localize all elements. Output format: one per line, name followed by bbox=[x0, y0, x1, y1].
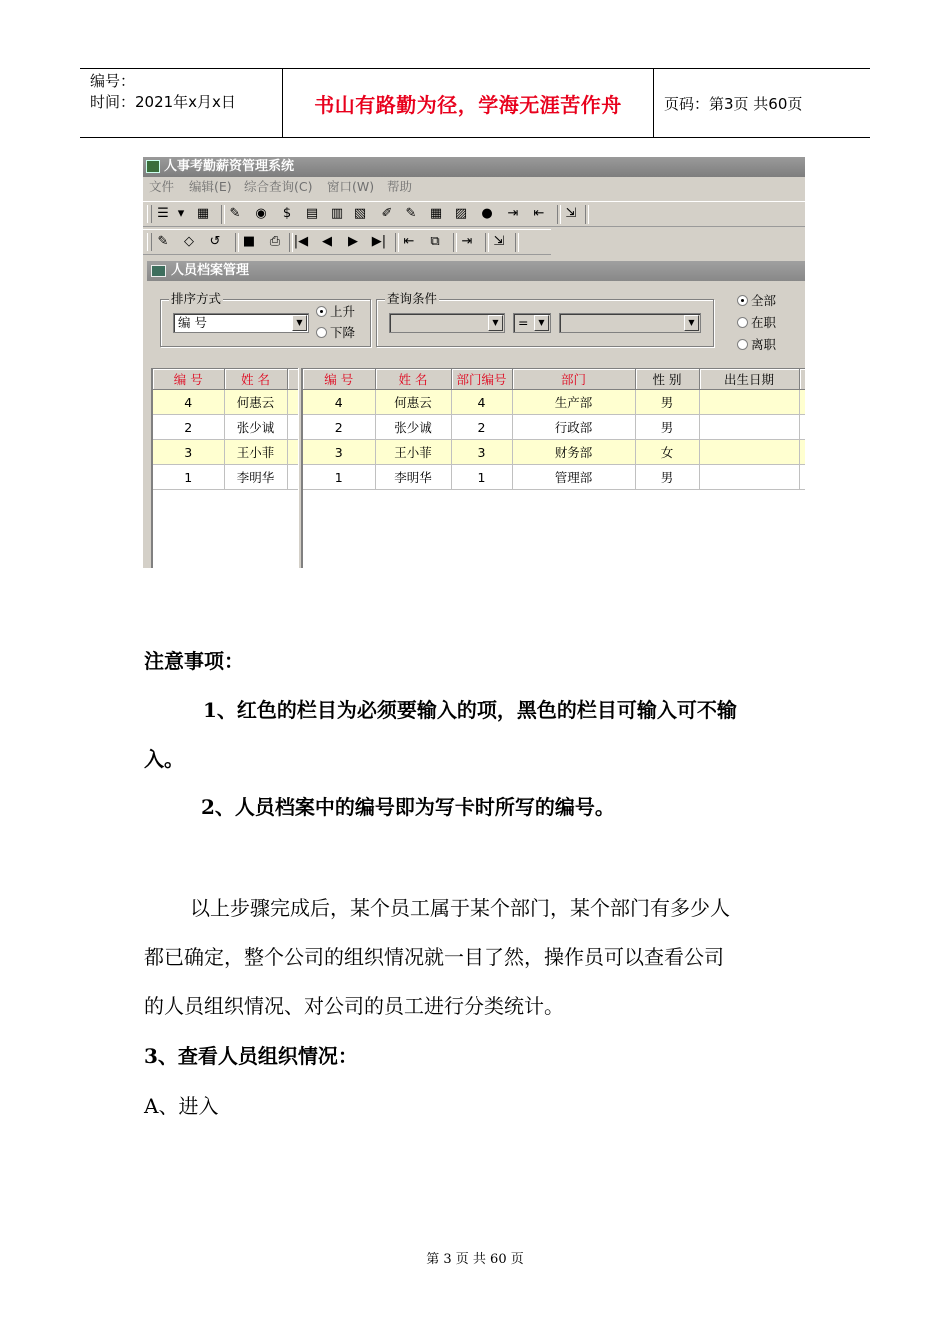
right-col-id[interactable]: 编 号 bbox=[303, 369, 375, 390]
menu-file[interactable]: 文件 bbox=[149, 179, 175, 194]
card-icon[interactable]: ▤ bbox=[305, 206, 319, 221]
list-icon[interactable]: ☰ bbox=[157, 206, 169, 221]
toolbar-main bbox=[143, 201, 805, 227]
prev-green-icon[interactable]: ⇤ bbox=[533, 206, 545, 221]
edit-icon[interactable]: ✎ bbox=[157, 234, 169, 249]
right-grid-cell[interactable]: 3 bbox=[303, 440, 375, 465]
right-grid-cell[interactable]: 4 bbox=[451, 390, 512, 415]
page-header bbox=[80, 68, 870, 138]
right-col-gender[interactable]: 性 别 bbox=[635, 369, 699, 390]
left-col-extra bbox=[287, 369, 298, 390]
left-grid-cell[interactable]: 李明华 bbox=[224, 465, 287, 490]
toolbar-grip[interactable] bbox=[147, 205, 152, 223]
child-window-titlebar bbox=[147, 261, 805, 281]
child-window-title: 人员档案管理 bbox=[171, 263, 250, 278]
table-row[interactable] bbox=[303, 390, 805, 415]
left-grid-cell-extra bbox=[287, 390, 298, 415]
copy-icon[interactable]: ⧉ bbox=[430, 234, 440, 249]
right-grid-cell[interactable]: 管理部 bbox=[512, 465, 635, 490]
right-grid-cell[interactable] bbox=[699, 440, 799, 465]
note-2: 2、人员档案中的编号即为写卡时所写的编号。 bbox=[201, 795, 615, 819]
toolbar-separator bbox=[221, 205, 225, 224]
right-grid-cell[interactable]: 2 bbox=[451, 415, 512, 440]
page-footer: 第 3 页 共 60 页 bbox=[426, 1252, 524, 1267]
exit-icon[interactable]: ⇲ bbox=[565, 206, 577, 221]
right-grid-cell[interactable]: 1 bbox=[451, 465, 512, 490]
chart-icon[interactable]: ▨ bbox=[454, 206, 468, 221]
right-grid-cell-extra bbox=[799, 390, 805, 415]
query-op-value: = bbox=[518, 315, 529, 330]
app-icon bbox=[146, 160, 160, 173]
right-grid-cell[interactable]: 3 bbox=[451, 440, 512, 465]
sort-asc-label: 上升 bbox=[330, 304, 356, 319]
radio-selected-icon bbox=[316, 306, 327, 317]
form-icon[interactable]: ▦ bbox=[429, 206, 443, 221]
right-grid-cell[interactable]: 何惠云 bbox=[375, 390, 451, 415]
paragraph-line: 都已确定，整个公司的组织情况就一目了然，操作员可以查看公司 bbox=[144, 945, 724, 969]
right-grid-cell[interactable]: 男 bbox=[635, 465, 699, 490]
dropdown-arrow-icon[interactable]: ▾ bbox=[177, 206, 185, 221]
right-grid-cell-extra bbox=[799, 465, 805, 490]
chevron-down-icon[interactable]: ▼ bbox=[292, 315, 307, 331]
color-wheel-icon[interactable]: ◉ bbox=[255, 206, 267, 221]
right-grid-cell[interactable] bbox=[699, 465, 799, 490]
table-row[interactable] bbox=[303, 465, 805, 490]
left-grid-cell[interactable]: 王小菲 bbox=[224, 440, 287, 465]
sort-desc-radio[interactable] bbox=[316, 325, 355, 341]
section-3-heading: 3、查看人员组织情况： bbox=[144, 1044, 358, 1068]
radio-icon bbox=[316, 327, 327, 338]
radio-icon bbox=[737, 317, 748, 328]
menu-bar bbox=[143, 177, 805, 197]
database-icon[interactable]: ● bbox=[481, 206, 493, 221]
print-icon[interactable]: ⎙ bbox=[269, 234, 281, 249]
number-label: 编号： bbox=[90, 72, 136, 90]
right-grid-cell[interactable]: 李明华 bbox=[375, 465, 451, 490]
right-grid-cell[interactable]: 行政部 bbox=[512, 415, 635, 440]
calendar-icon[interactable]: ▦ bbox=[196, 206, 210, 221]
table-row[interactable] bbox=[303, 440, 805, 465]
chevron-down-icon[interactable]: ▼ bbox=[534, 315, 549, 331]
toolbar-separator bbox=[453, 233, 457, 252]
right-col-name[interactable]: 姓 名 bbox=[375, 369, 451, 390]
time-label: 时间：2021年x月x日 bbox=[90, 93, 236, 111]
right-grid-cell[interactable]: 生产部 bbox=[512, 390, 635, 415]
table-row[interactable] bbox=[153, 390, 298, 415]
query-group bbox=[376, 291, 714, 347]
sort-asc-radio[interactable] bbox=[316, 304, 355, 320]
prev-record-icon[interactable]: ◀ bbox=[322, 234, 332, 249]
next-record-icon[interactable]: ▶ bbox=[348, 234, 358, 249]
step-a: A、进入 bbox=[144, 1094, 219, 1118]
right-col-dept-id[interactable]: 部门编号 bbox=[451, 369, 512, 390]
right-grid bbox=[302, 368, 805, 568]
document-icon[interactable]: ▧ bbox=[353, 206, 367, 221]
motto: 书山有路勤为径，学海无涯苦作舟 bbox=[314, 92, 622, 117]
right-grid-cell[interactable]: 4 bbox=[303, 390, 375, 415]
toolbar-separator bbox=[289, 233, 293, 252]
last-record-icon[interactable]: ▶| bbox=[371, 234, 387, 249]
table-icon bbox=[151, 265, 166, 277]
filter-active-radio[interactable] bbox=[737, 315, 776, 331]
app-titlebar bbox=[143, 157, 805, 177]
table-icon[interactable]: ▥ bbox=[330, 206, 344, 221]
right-grid-cell[interactable]: 1 bbox=[303, 465, 375, 490]
left-grid bbox=[151, 368, 298, 568]
filter-left-radio[interactable] bbox=[737, 337, 776, 353]
menu-help[interactable]: 帮助 bbox=[387, 179, 413, 194]
sort-group-label: 排序方式 bbox=[171, 291, 222, 306]
table-row[interactable] bbox=[153, 440, 298, 465]
left-grid-cell-extra bbox=[287, 465, 298, 490]
toolbar-separator bbox=[585, 205, 589, 224]
query-value-select[interactable] bbox=[559, 313, 701, 333]
sort-group bbox=[160, 291, 371, 347]
toolbar-separator bbox=[557, 205, 561, 224]
dollar-icon[interactable]: $ bbox=[282, 206, 292, 221]
table-row[interactable] bbox=[303, 415, 805, 440]
paragraph-line: 的人员组织情况、对公司的员工进行分类统计。 bbox=[144, 994, 564, 1018]
left-grid-cell[interactable]: 何惠云 bbox=[224, 390, 287, 415]
toolbar-grip[interactable] bbox=[147, 233, 152, 251]
filter-active-label: 在职 bbox=[751, 315, 777, 330]
table-row[interactable] bbox=[153, 465, 298, 490]
menu-edit[interactable]: 编辑(E) bbox=[189, 179, 232, 194]
undo-icon[interactable]: ↺ bbox=[209, 234, 221, 249]
query-op-select[interactable] bbox=[513, 313, 551, 333]
right-col-extra bbox=[799, 369, 805, 390]
next-green-icon[interactable]: ⇥ bbox=[507, 206, 519, 221]
right-grid-cell[interactable]: 女 bbox=[635, 440, 699, 465]
pen-icon[interactable]: ✐ bbox=[381, 206, 393, 221]
right-grid-cell[interactable]: 财务部 bbox=[512, 440, 635, 465]
right-grid-cell[interactable]: 王小菲 bbox=[375, 440, 451, 465]
left-col-name[interactable]: 姓 名 bbox=[224, 369, 287, 390]
note-1-cont: 入。 bbox=[144, 747, 184, 771]
right-grid-cell[interactable] bbox=[699, 390, 799, 415]
right-grid-cell-extra bbox=[799, 415, 805, 440]
sort-desc-label: 下降 bbox=[330, 325, 356, 340]
notes-heading: 注意事项： bbox=[144, 649, 244, 673]
left-grid-cell[interactable]: 3 bbox=[153, 440, 224, 465]
left-grid-cell[interactable]: 1 bbox=[153, 465, 224, 490]
table-row[interactable] bbox=[153, 415, 298, 440]
right-grid-cell[interactable]: 男 bbox=[635, 390, 699, 415]
right-grid-cell-extra bbox=[799, 440, 805, 465]
left-grid-cell-extra bbox=[287, 415, 298, 440]
menu-window[interactable]: 窗口(W) bbox=[327, 179, 375, 194]
toolbar-separator bbox=[235, 233, 239, 252]
header-meta bbox=[90, 71, 280, 113]
chevron-down-icon[interactable]: ▼ bbox=[684, 315, 699, 331]
app-window bbox=[143, 157, 805, 568]
toolbar-separator bbox=[395, 233, 399, 252]
right-grid-cell[interactable] bbox=[699, 415, 799, 440]
exit-icon[interactable]: ⇲ bbox=[493, 234, 505, 249]
query-group-label: 查询条件 bbox=[387, 291, 438, 306]
header-divider bbox=[653, 69, 654, 137]
toolbar-separator bbox=[485, 233, 489, 252]
eraser-icon[interactable]: ◇ bbox=[184, 234, 194, 249]
edit2-icon[interactable]: ✎ bbox=[405, 206, 417, 221]
toolbar-record bbox=[143, 229, 551, 255]
left-grid-cell[interactable]: 2 bbox=[153, 415, 224, 440]
first-record-icon[interactable]: |◀ bbox=[293, 234, 309, 249]
right-grid-cell[interactable]: 张少诚 bbox=[375, 415, 451, 440]
radio-selected-icon bbox=[737, 295, 748, 306]
left-grid-cell-extra bbox=[287, 440, 298, 465]
right-col-birth[interactable]: 出生日期 bbox=[699, 369, 799, 390]
paragraph-line: 以上步骤完成后，某个员工属于某个部门，某个部门有多少人 bbox=[190, 896, 730, 920]
filter-all-label: 全部 bbox=[751, 293, 777, 308]
right-grid-cell[interactable]: 男 bbox=[635, 415, 699, 440]
toolbar-separator bbox=[515, 233, 519, 252]
menu-query[interactable]: 综合查询(C) bbox=[244, 179, 313, 194]
radio-icon bbox=[737, 339, 748, 350]
query-field-select[interactable] bbox=[389, 313, 505, 333]
app-title: 人事考勤薪资管理系统 bbox=[164, 159, 295, 174]
filter-left-label: 离职 bbox=[751, 337, 777, 352]
note-1: 1、红色的栏目为必须要输入的项，黑色的栏目可输入可不输 bbox=[203, 698, 737, 722]
back-icon[interactable]: ⇤ bbox=[403, 234, 415, 249]
left-grid-cell[interactable]: 张少诚 bbox=[224, 415, 287, 440]
sort-field-value: 编 号 bbox=[178, 315, 207, 330]
page-info: 页码：第3页 共60页 bbox=[664, 94, 803, 113]
left-grid-cell[interactable]: 4 bbox=[153, 390, 224, 415]
sort-field-select[interactable] bbox=[173, 313, 309, 333]
chevron-down-icon[interactable]: ▼ bbox=[488, 315, 503, 331]
save-icon[interactable]: ■ bbox=[242, 234, 256, 249]
forward-icon[interactable]: ⇥ bbox=[461, 234, 473, 249]
left-col-id[interactable]: 编 号 bbox=[153, 369, 224, 390]
right-grid-cell[interactable]: 2 bbox=[303, 415, 375, 440]
edit-icon[interactable]: ✎ bbox=[229, 206, 241, 221]
filter-all-radio[interactable] bbox=[737, 293, 776, 309]
right-col-dept[interactable]: 部门 bbox=[512, 369, 635, 390]
